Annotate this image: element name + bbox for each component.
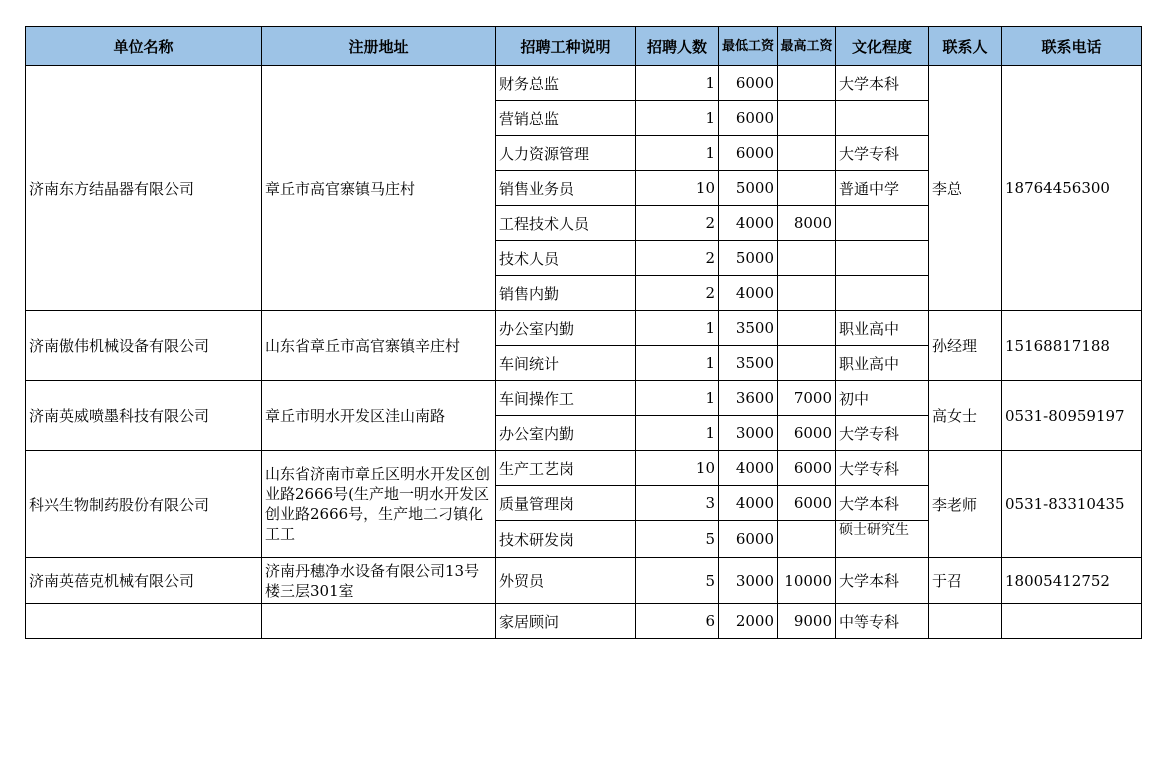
max-salary bbox=[778, 171, 836, 206]
company-name: 济南傲伟机械设备有限公司 bbox=[26, 311, 262, 381]
min-salary: 4000 bbox=[719, 206, 778, 241]
min-salary: 3000 bbox=[719, 558, 778, 604]
company-name: 济南东方结晶器有限公司 bbox=[26, 66, 262, 311]
max-salary bbox=[778, 346, 836, 381]
table-row bbox=[26, 558, 1142, 604]
job-title: 办公室内勤 bbox=[496, 416, 636, 451]
job-count: 10 bbox=[636, 451, 719, 486]
header-max-salary: 最高工资 bbox=[778, 27, 836, 66]
contact-person: 李总 bbox=[929, 66, 1002, 311]
job-title: 办公室内勤 bbox=[496, 311, 636, 346]
education: 大学专科 bbox=[836, 136, 929, 171]
education: 大学本科 bbox=[836, 558, 929, 604]
job-count: 1 bbox=[636, 66, 719, 101]
header-job: 招聘工种说明 bbox=[496, 27, 636, 66]
max-salary: 6000 bbox=[778, 416, 836, 451]
education: 大学本科 bbox=[836, 486, 929, 521]
company-address: 章丘市高官寨镇马庄村 bbox=[262, 66, 496, 311]
job-count: 1 bbox=[636, 311, 719, 346]
company-name: 科兴生物制药股份有限公司 bbox=[26, 451, 262, 558]
contact-person: 李老师 bbox=[929, 451, 1002, 558]
min-salary: 4000 bbox=[719, 486, 778, 521]
contact-phone: 18005412752 bbox=[1002, 558, 1142, 604]
contact-phone: 15168817188 bbox=[1002, 311, 1142, 381]
max-salary bbox=[778, 101, 836, 136]
job-title: 财务总监 bbox=[496, 66, 636, 101]
contact-person bbox=[929, 604, 1002, 639]
table-row bbox=[26, 604, 1142, 639]
education bbox=[836, 101, 929, 136]
contact-person: 于召 bbox=[929, 558, 1002, 604]
min-salary: 5000 bbox=[719, 171, 778, 206]
job-count: 1 bbox=[636, 101, 719, 136]
job-title: 质量管理岗 bbox=[496, 486, 636, 521]
table-row bbox=[26, 381, 1142, 416]
min-salary: 6000 bbox=[719, 521, 778, 558]
min-salary: 5000 bbox=[719, 241, 778, 276]
min-salary: 2000 bbox=[719, 604, 778, 639]
min-salary: 3000 bbox=[719, 416, 778, 451]
education: 初中 bbox=[836, 381, 929, 416]
max-salary: 9000 bbox=[778, 604, 836, 639]
job-count: 1 bbox=[636, 381, 719, 416]
company-address: 山东省济南市章丘区明水开发区创业路2666号(生产地一明水开发区创业路2666号，生产地二刁镇化工工 bbox=[262, 451, 496, 558]
max-salary bbox=[778, 521, 836, 558]
min-salary: 3500 bbox=[719, 346, 778, 381]
job-count: 10 bbox=[636, 171, 719, 206]
header-count: 招聘人数 bbox=[636, 27, 719, 66]
min-salary: 3500 bbox=[719, 311, 778, 346]
max-salary: 6000 bbox=[778, 451, 836, 486]
contact-person: 孙经理 bbox=[929, 311, 1002, 381]
min-salary: 4000 bbox=[719, 276, 778, 311]
job-count: 1 bbox=[636, 416, 719, 451]
max-salary: 6000 bbox=[778, 486, 836, 521]
job-title: 技术人员 bbox=[496, 241, 636, 276]
job-count: 1 bbox=[636, 346, 719, 381]
job-count: 3 bbox=[636, 486, 719, 521]
education: 职业高中 bbox=[836, 346, 929, 381]
recruitment-table bbox=[25, 26, 1142, 639]
company-address bbox=[262, 604, 496, 639]
job-count: 2 bbox=[636, 206, 719, 241]
min-salary: 6000 bbox=[719, 66, 778, 101]
contact-phone: 0531-83310435 bbox=[1002, 451, 1142, 558]
min-salary: 3600 bbox=[719, 381, 778, 416]
job-title: 生产工艺岗 bbox=[496, 451, 636, 486]
header-address: 注册地址 bbox=[262, 27, 496, 66]
job-count: 1 bbox=[636, 136, 719, 171]
max-salary bbox=[778, 66, 836, 101]
education bbox=[836, 241, 929, 276]
max-salary bbox=[778, 136, 836, 171]
job-count: 5 bbox=[636, 521, 719, 558]
education bbox=[836, 276, 929, 311]
job-title: 营销总监 bbox=[496, 101, 636, 136]
job-title: 家居顾问 bbox=[496, 604, 636, 639]
job-count: 5 bbox=[636, 558, 719, 604]
table-row bbox=[26, 311, 1142, 346]
header-row bbox=[26, 27, 1142, 66]
job-count: 6 bbox=[636, 604, 719, 639]
education bbox=[836, 206, 929, 241]
job-count: 2 bbox=[636, 241, 719, 276]
max-salary: 10000 bbox=[778, 558, 836, 604]
job-title: 销售内勤 bbox=[496, 276, 636, 311]
job-count: 2 bbox=[636, 276, 719, 311]
education: 大学本科 bbox=[836, 66, 929, 101]
company-address: 章丘市明水开发区洼山南路 bbox=[262, 381, 496, 451]
company-address: 济南丹穗净水设备有限公司13号楼三层301室 bbox=[262, 558, 496, 604]
company-name: 济南英威喷墨科技有限公司 bbox=[26, 381, 262, 451]
min-salary: 6000 bbox=[719, 101, 778, 136]
max-salary bbox=[778, 241, 836, 276]
education: 硕士研究生 bbox=[836, 521, 929, 558]
min-salary: 4000 bbox=[719, 451, 778, 486]
header-phone: 联系电话 bbox=[1002, 27, 1142, 66]
education: 大学专科 bbox=[836, 416, 929, 451]
table-row bbox=[26, 451, 1142, 486]
header-company: 单位名称 bbox=[26, 27, 262, 66]
job-title: 车间操作工 bbox=[496, 381, 636, 416]
company-name bbox=[26, 604, 262, 639]
max-salary bbox=[778, 276, 836, 311]
education: 职业高中 bbox=[836, 311, 929, 346]
education: 大学专科 bbox=[836, 451, 929, 486]
header-contact: 联系人 bbox=[929, 27, 1002, 66]
min-salary: 6000 bbox=[719, 136, 778, 171]
header-education: 文化程度 bbox=[836, 27, 929, 66]
max-salary bbox=[778, 311, 836, 346]
company-name: 济南英蓓克机械有限公司 bbox=[26, 558, 262, 604]
contact-phone: 18764456300 bbox=[1002, 66, 1142, 311]
contact-person: 高女士 bbox=[929, 381, 1002, 451]
education: 普通中学 bbox=[836, 171, 929, 206]
contact-phone bbox=[1002, 604, 1142, 639]
table-row bbox=[26, 66, 1142, 101]
header-min-salary: 最低工资 bbox=[719, 27, 778, 66]
job-title: 外贸员 bbox=[496, 558, 636, 604]
max-salary: 7000 bbox=[778, 381, 836, 416]
job-title: 车间统计 bbox=[496, 346, 636, 381]
job-title: 工程技术人员 bbox=[496, 206, 636, 241]
max-salary: 8000 bbox=[778, 206, 836, 241]
company-address: 山东省章丘市高官寨镇辛庄村 bbox=[262, 311, 496, 381]
job-title: 销售业务员 bbox=[496, 171, 636, 206]
job-title: 人力资源管理 bbox=[496, 136, 636, 171]
contact-phone: 0531-80959197 bbox=[1002, 381, 1142, 451]
job-title: 技术研发岗 bbox=[496, 521, 636, 558]
education: 中等专科 bbox=[836, 604, 929, 639]
